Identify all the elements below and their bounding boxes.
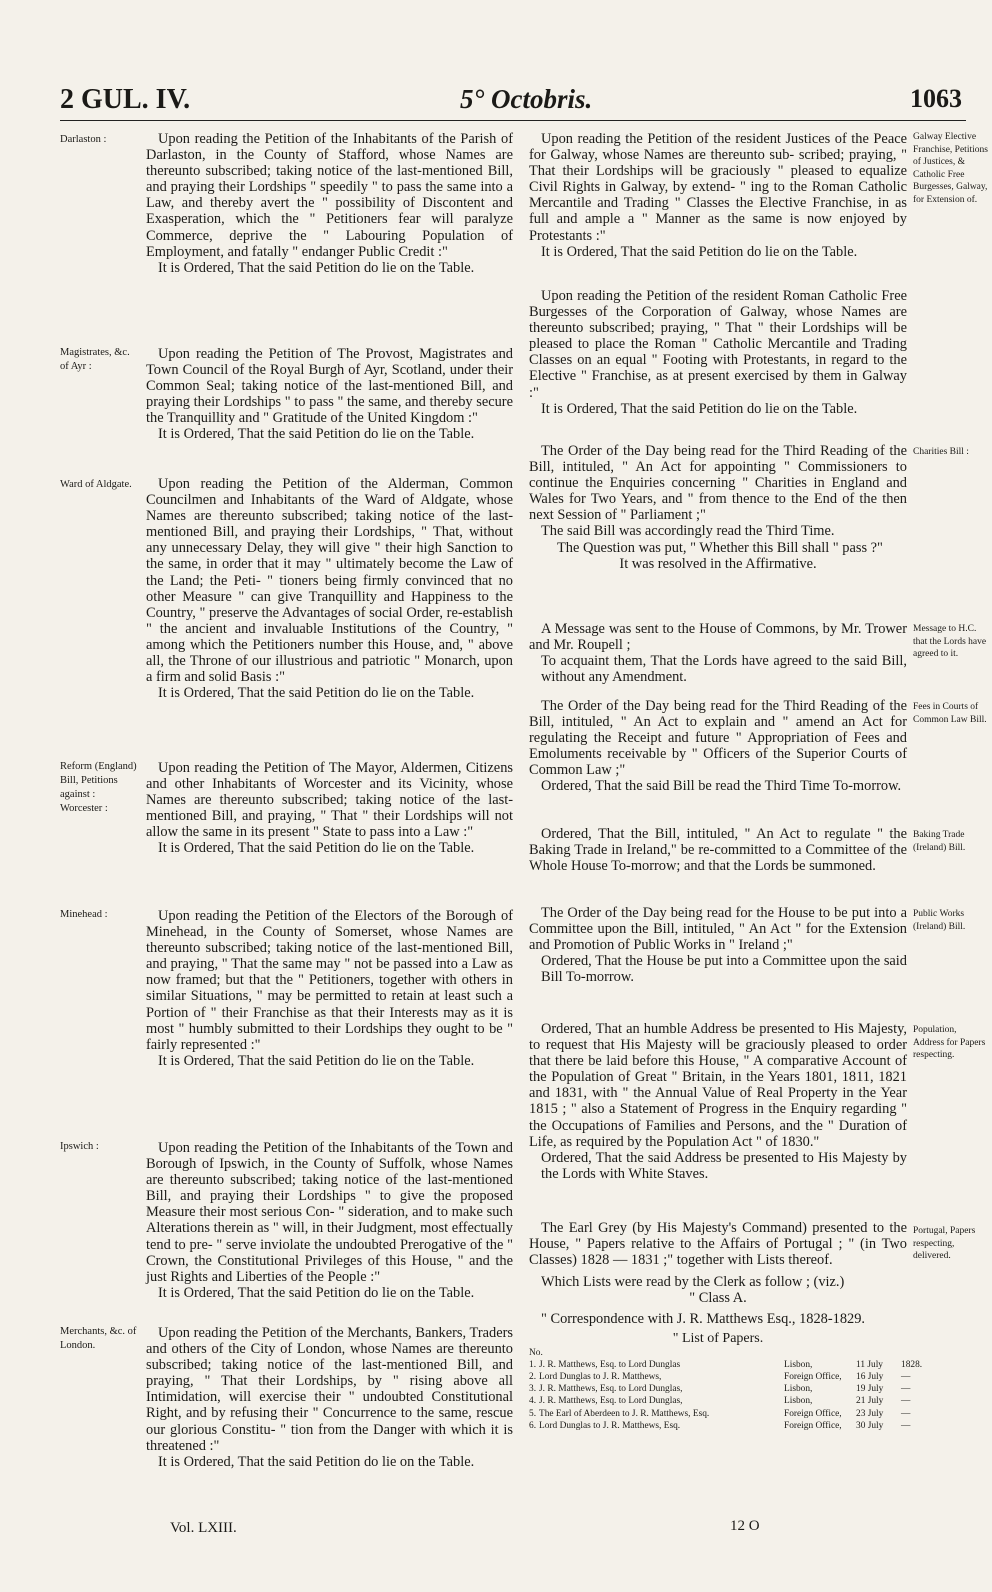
- entry-body: The Order of the Day being read for the House to be put into a Committee upon the Bill, intituled, " An Act " for the Extension and Promotion of Public Works in " Ireland ;": [529, 905, 907, 954]
- margin-note-population: Population, Address for Papers respecting.: [913, 1025, 986, 1060]
- entry-order: Ordered, That the said Bill be read the Third Time To-morrow.: [541, 778, 902, 795]
- entry-minehead: [146, 908, 513, 1069]
- entry-body: Ordered, That an humble Address be presented to His Majesty, to request that His Majesty will be graciously pleased to order that there be laid before this House, " A comparative Account of the Population of Great " Britain, in the Years 1801, 1811, 1821 and 1831, with " the Annual Value of Real Property in the Year 1815 ; " also a Statement of Progress in the Enquiry regarding " the Occupations of Families and Persons, and the " Duration of Life, as required by the Population Act " of 1830.": [529, 1021, 907, 1150]
- margin-note-worcester: Reform (England) Bill, Petitions against : Worcester :: [60, 761, 137, 814]
- entry-order: It is Ordered, That the said Petition do lie on the Table.: [541, 243, 858, 260]
- entry-worcester: [146, 760, 513, 857]
- paper-year: 1828.: [901, 1359, 923, 1370]
- entry-body: Upon reading the Petition of the Alderman, Common Councilmen and Inhabitants of the Ward of Aldgate, whose Names are thereunto subscribed; taking notice of the last-mentioned Bill, and praying their Lordships, " That, without any unnecessary Delay, they will give " their high Sanction to the same, in order that it may " ultimately become the Law of the Land; the Peti- " tioners being firmly convinced that no other Measure " can give Tranquillity and Happiness to the Country, " preserve the Advantages of social Order, re-establish " the ancient and invaluable Institutions of the Country, " among which the Petitioners number this House, and, " above all, the Throne of our illustrious and patriotic " Monarch, upon a firm and solid Basis :": [146, 476, 513, 686]
- entry-ayr: [146, 346, 513, 443]
- paper-year: —: [901, 1396, 911, 1407]
- margin-note-fees: Fees in Courts of Common Law Bill.: [913, 702, 987, 725]
- entry-order: Ordered, That the said Address be presented to His Majesty by the Lords with White Staves.: [541, 1149, 907, 1182]
- paper-place: Foreign Office,: [784, 1420, 842, 1431]
- paper-date: 16 July: [856, 1372, 884, 1383]
- paper-number: 5.: [529, 1408, 537, 1419]
- entry-body: Upon reading the Petition of the resident Justices of the Peace for Galway, whose Names are thereunto sub- scribed; praying, " That their Lordships will be graciously " pleased to equalize Civil Rights in Galway, by extend- " ing to the Roman Catholic Mercantile and Trading " Classes the Elective Franchise, in as full and ample a " Manner as the same is now enjoyed by Protestants :": [529, 131, 907, 244]
- paper-date: 11 July: [856, 1359, 883, 1370]
- margin-note-message: Message to H.C. that the Lords have agreed to it.: [913, 624, 987, 659]
- entry-aldgate: [146, 476, 513, 701]
- correspondence-heading: " Correspondence with J. R. Matthews Esq., 1828-1829.: [541, 1311, 866, 1328]
- margin-note-darlaston: Darlaston :: [60, 134, 107, 145]
- paper-date: 19 July: [856, 1384, 884, 1395]
- entry-order: It is Ordered, That the said Petition do lie on the Table.: [158, 426, 475, 443]
- paper-number: 1.: [529, 1359, 537, 1370]
- paper-year: —: [901, 1372, 911, 1383]
- page-header: [60, 84, 962, 118]
- entry-portugal: [529, 1220, 923, 1432]
- regnal-year: 2 GUL. IV.: [60, 84, 191, 115]
- entry-body: The Earl Grey (by His Majesty's Command) presented to the House, " Papers relative to the Affairs of Portugal ; " (in Two Classes) 1828 — 1831 ;" together with Lists thereof.: [529, 1220, 907, 1269]
- paper-date: 21 July: [856, 1396, 884, 1407]
- table-row: [529, 1420, 911, 1432]
- entry-baking: [529, 826, 907, 874]
- paper-date: 30 July: [856, 1420, 884, 1431]
- entry-body: Upon reading the Petition of the resident Roman Catholic Free Burgesses of the Corporation of Galway, whose Names are thereunto subscribed; praying, " That " their Lordships will be pleased to place the Roman " Catholic Mercantile and Trading Classes on an equal " Footing with Protestants, in regard to the Elective " Franchise, as at present exercised by them in Galway :": [529, 288, 907, 401]
- margin-note-public-works: Public Works (Ireland) Bill.: [913, 909, 966, 932]
- margin-note-ipswich: Ipswich :: [60, 1141, 99, 1152]
- entry-public-works: [529, 905, 907, 985]
- margin-note-london: Merchants, &c. of London.: [60, 1326, 137, 1351]
- paper-place: Foreign Office,: [784, 1408, 842, 1419]
- margin-note-ayr: Magistrates, &c. of Ayr :: [60, 347, 130, 372]
- paper-title: J. R. Matthews, Esq. to Lord Dunglas,: [539, 1384, 683, 1395]
- entry-fees: [529, 698, 907, 795]
- entry-order: To acquaint them, That the Lords have agreed to the said Bill, without any Amendment.: [541, 653, 907, 686]
- entry-order: It is Ordered, That the said Petition do lie on the Table.: [158, 1284, 475, 1301]
- entry-order: It is Ordered, That the said Petition do lie on the Table.: [158, 1453, 475, 1470]
- paper-place: Lisbon,: [784, 1396, 813, 1407]
- paper-number: 6.: [529, 1420, 537, 1431]
- entry-message: [529, 621, 907, 685]
- entry-body: Upon reading the Petition of the Inhabitants of the Parish of Darlaston, in the County of Stafford, whose Names are thereunto subscribed; taking notice of the last-mentioned Bill, and praying their Lordships " speedily " to pass the same into a Law, and thereby avert the " possibility of Discontent and Exasperation, which the " Petitioners fear will paralyze Commerce, deprive the " Labouring Population of Employment, and fatally " endanger Public Credit :": [146, 131, 513, 260]
- paper-place: Lisbon,: [784, 1359, 813, 1370]
- margin-note-galway: Galway Elective Franchise, Petitions of Justices, & Catholic Free Burgesses, Galway, for Extension of.: [913, 132, 988, 205]
- entry-body: The Order of the Day being read for the Third Reading of the Bill, intituled, " An Act for appointing " Commissioners to continue the Enquiries concerning " Charities in England and Wales for Two Years, and " from thence to the End of the then next Session of " Parliament ;": [529, 443, 907, 524]
- paper-title: Lord Dunglas to J. R. Matthews, Esq.: [539, 1420, 681, 1431]
- entry-galway-justices: [529, 131, 907, 260]
- header-rule: [60, 120, 966, 121]
- entry-body: Upon reading the Petition of The Provost, Magistrates and Town Council of the Royal Burgh of Ayr, Scotland, under their Common Seal; taking notice of the last-mentioned Bill, and praying their Lordships " to pass " the same, and thereby secure the Tranquillity and " Gratitude of the United Kingdom :": [146, 346, 513, 427]
- volume-label: Vol. LXIII.: [170, 1520, 237, 1536]
- entry-population: [529, 1021, 907, 1182]
- table-row: [529, 1359, 923, 1371]
- session-date: 5° Octobris.: [460, 84, 593, 114]
- table-row: [529, 1395, 911, 1407]
- paper-title: J. R. Matthews, Esq. to Lord Dunglas,: [539, 1396, 683, 1407]
- paper-number: 4.: [529, 1396, 537, 1407]
- entry-body: Upon reading the Petition of the Inhabitants of the Town and Borough of Ipswich, in the County of Suffolk, whose Names are thereunto subscribed; taking notice of the last-mentioned Bill, and praying their Lordships " to give the proposed Measure their most serious Con- " sideration, and to make such Alterations therein as " will, in their Judgment, most effectually tend to pre- " serve inviolate the undoubted Prerogative of the " Crown, the Constitutional Privileges of this House, " and the just Rights and Liberties of the People :": [146, 1140, 513, 1285]
- paper-title: J. R. Matthews, Esq. to Lord Dunglas: [539, 1359, 681, 1370]
- bill-read-line: The said Bill was accordingly read the Third Time.: [541, 523, 835, 540]
- paper-place: Foreign Office,: [784, 1372, 842, 1383]
- entry-galway-burgesses: [529, 288, 907, 417]
- margin-note-baking: Baking Trade (Ireland) Bill.: [913, 830, 966, 853]
- table-header-row: [529, 1347, 907, 1359]
- paper-title: Lord Dunglas to J. R. Matthews,: [539, 1372, 662, 1383]
- paper-number: 3.: [529, 1384, 537, 1395]
- resolved-line: It was resolved in the Affirmative.: [619, 555, 817, 572]
- margin-note-charities: Charities Bill :: [913, 447, 969, 457]
- entry-body: The Order of the Day being read for the Third Reading of the Bill, intituled, " An Act to explain and " amend an Act for regulating the Receipt and future " Appropriation of Fees and Emoluments receivable by " Officers of the Superior Courts of Common Law ;": [529, 698, 907, 779]
- entry-body: Upon reading the Petition of the Electors of the Borough of Minehead, in the County of Somerset, whose Names are thereunto subscribed; taking notice of the last-mentioned Bill, and praying, " That the same may " not be passed into a Law as now framed; but that the " Petitioners, together with others in similar Situations, " may be permitted to retain at least such a Portion of " their Franchise as that their Interests may as it is most " humbly submitted to their Lordships they ought to be " fairly represented :": [146, 908, 513, 1053]
- paper-number: 2.: [529, 1372, 537, 1383]
- entry-body: A Message was sent to the House of Commons, by Mr. Trower and Mr. Roupell ;: [529, 621, 907, 654]
- entry-order: It is Ordered, That the said Petition do lie on the Table.: [158, 840, 475, 857]
- page-number: 1063: [910, 84, 962, 113]
- margin-note-portugal: Portugal, Papers respecting, delivered.: [913, 1226, 976, 1261]
- papers-table: [529, 1347, 923, 1432]
- entry-darlaston: [146, 131, 513, 276]
- margin-note-minehead: Minehead :: [60, 909, 108, 920]
- list-of-papers-heading: " List of Papers.: [672, 1330, 764, 1346]
- entry-london: [146, 1325, 513, 1470]
- entry-body: Upon reading the Petition of The Mayor, Aldermen, Citizens and other Inhabitants of Worcester and its Vicinity, whose Names are thereunto subscribed; taking notice of the last-mentioned Bill, and praying, " That " their Lordships will not allow the same in its present " State to pass into a Law :": [146, 760, 513, 841]
- signature-mark: 12 O: [730, 1518, 760, 1534]
- table-row: [529, 1371, 911, 1383]
- entry-body: Upon reading the Petition of the Merchants, Bankers, Traders and others of the City of London, whose Names are thereunto subscribed; taking notice of the last-mentioned Bill, and praying, " That their Lordships, by " rising above all Intimidation, will exercise their " undoubted Constitutional Right, and by refusing their " Concurrence to the same, rescue our glorious Constitu- " tion from the Danger with which it is threatened :": [146, 1325, 513, 1454]
- table-row: [529, 1383, 911, 1395]
- margin-note-aldgate: Ward of Aldgate.: [60, 479, 132, 490]
- entry-ipswich: [146, 1140, 513, 1301]
- entry-body: Ordered, That the Bill, intituled, " An Act to regulate " the Baking Trade in Ireland," be re-committed to a Committee of the Whole House To-morrow; and that the Lords be summoned.: [529, 826, 907, 875]
- no-label: No.: [529, 1347, 543, 1358]
- paper-year: —: [901, 1420, 911, 1431]
- class-heading: " Class A.: [689, 1290, 747, 1307]
- paper-place: Lisbon,: [784, 1384, 813, 1395]
- paper-year: —: [901, 1408, 911, 1419]
- entry-order: It is Ordered, That the said Petition do lie on the Table.: [158, 1052, 475, 1069]
- entry-charities: [529, 443, 907, 572]
- entry-order: It is Ordered, That the said Petition do lie on the Table.: [158, 685, 475, 702]
- entry-order: It is Ordered, That the said Petition do lie on the Table.: [158, 259, 475, 276]
- entry-order: Ordered, That the House be put into a Committee upon the said Bill To-morrow.: [541, 953, 907, 986]
- table-row: [529, 1408, 911, 1420]
- entry-order: It is Ordered, That the said Petition do lie on the Table.: [541, 400, 858, 417]
- which-lists-line: Which Lists were read by the Clerk as follow ; (viz.): [541, 1274, 845, 1291]
- question-line: The Question was put, " Whether this Bill shall " pass ?": [557, 539, 883, 556]
- paper-date: 23 July: [856, 1408, 884, 1419]
- paper-year: —: [901, 1384, 911, 1395]
- paper-title: The Earl of Aberdeen to J. R. Matthews, Esq.: [539, 1408, 710, 1419]
